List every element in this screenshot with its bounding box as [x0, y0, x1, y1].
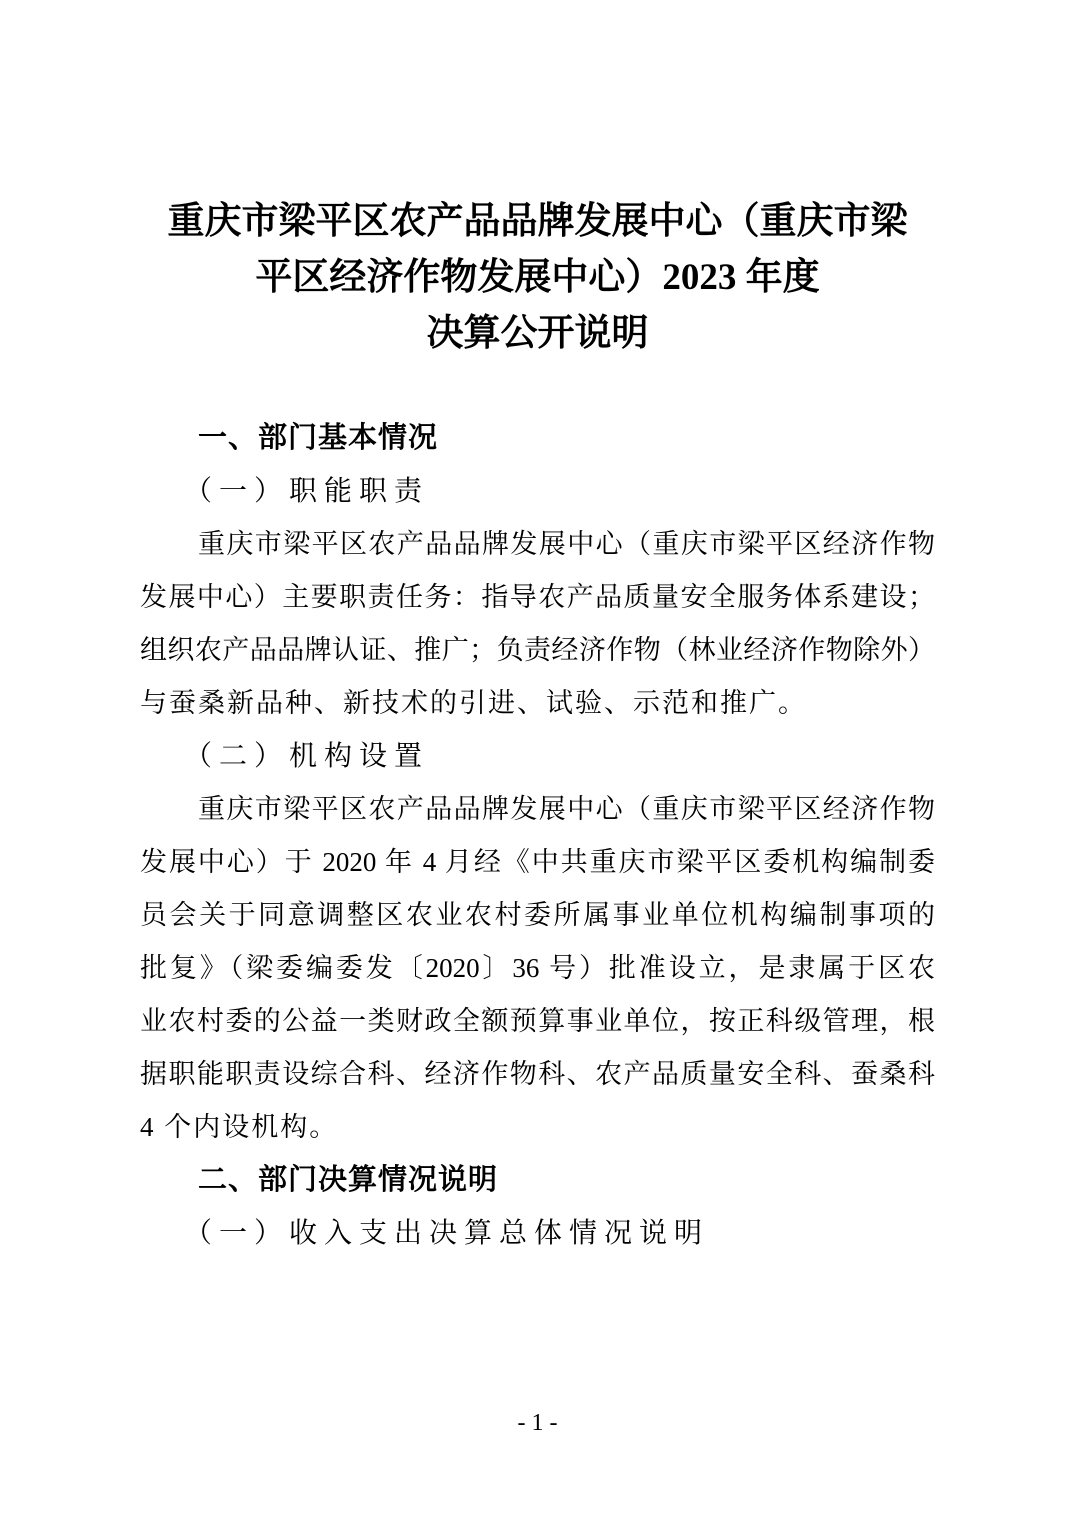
subsection-heading: （一）收入支出决算总体情况说明: [184, 1218, 710, 1249]
paragraph-line: 与蚕桑新品种、新技术的引进、试验、示范和推广。: [140, 688, 807, 718]
paragraph-line: 组织农产品品牌认证、推广；负责经济作物（林业经济作物除外）: [140, 635, 935, 665]
paragraph-line: 4 个内设机构。: [140, 1112, 339, 1142]
section-heading: 一、部门基本情况: [198, 422, 439, 454]
paragraph-line: 发展中心）于 2020 年 4 月经《中共重庆市梁平区委机构编制委: [140, 847, 935, 877]
paragraph-line: 重庆市梁平区农产品品牌发展中心（重庆市梁平区经济作物: [198, 529, 935, 559]
paragraph-line: 发展中心）主要职责任务：指导农产品质量安全服务体系建设；: [140, 582, 935, 612]
title-line: 重庆市梁平区农产品品牌发展中心（重庆市梁: [167, 201, 908, 242]
section-heading: 二、部门决算情况说明: [198, 1164, 499, 1196]
title-line: 决算公开说明: [426, 313, 649, 354]
page-number: - 1 -: [517, 1410, 558, 1436]
paragraph-line: 员会关于同意调整区农业农村委所属事业单位机构编制事项的: [140, 900, 935, 930]
document-body: [140, 412, 935, 1260]
subsection-heading: （二）机构设置: [184, 741, 430, 772]
paragraph-line: 批复》（梁委编委发〔2020〕36 号）批准设立，是隶属于区农: [140, 953, 935, 983]
paragraph-line: 重庆市梁平区农产品品牌发展中心（重庆市梁平区经济作物: [198, 794, 935, 824]
document-title: [140, 194, 935, 362]
paragraph-line: 据职能职责设综合科、经济作物科、农产品质量安全科、蚕桑科: [140, 1059, 935, 1089]
subsection-heading: （一）职能职责: [184, 476, 430, 507]
paragraph-line: 业农村委的公益一类财政全额预算事业单位，按正科级管理，根: [140, 1006, 935, 1036]
title-line: 平区经济作物发展中心）2023 年度: [255, 257, 820, 298]
